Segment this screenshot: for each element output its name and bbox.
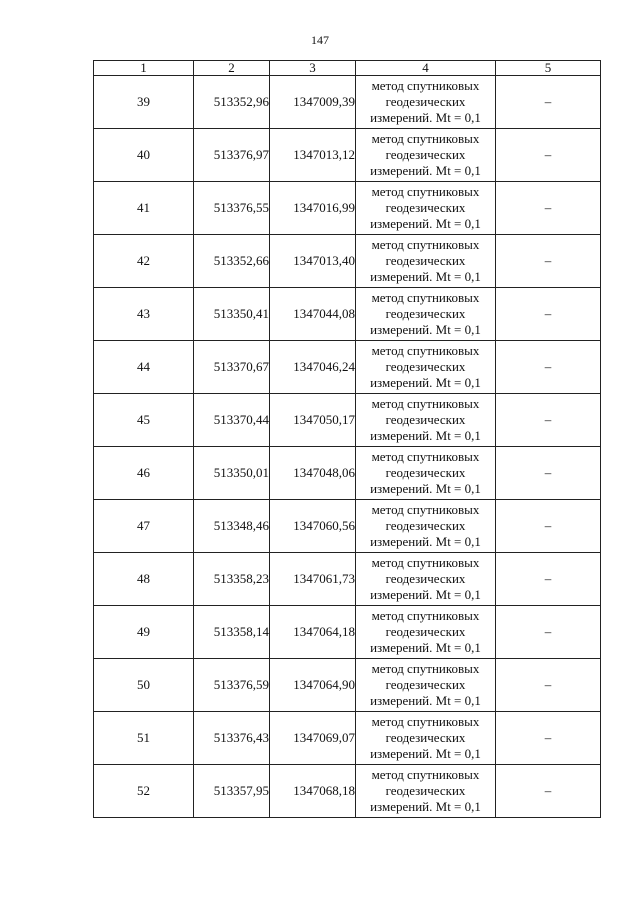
coordinates-table [93, 60, 601, 818]
method-cell [356, 500, 496, 553]
method-cell [356, 129, 496, 182]
column-header-3: 3 [270, 61, 356, 76]
x-coordinate-cell: 513350,01 [194, 447, 270, 500]
method-line: метод спутниковых [371, 449, 480, 464]
table-header-row [94, 61, 601, 76]
column-header-1: 1 [94, 61, 194, 76]
point-number-cell: 43 [94, 288, 194, 341]
table-row [94, 394, 601, 447]
method-line: измерений. Mt = 0,1 [370, 216, 481, 231]
table-row [94, 712, 601, 765]
table-row [94, 341, 601, 394]
method-line: измерений. Mt = 0,1 [370, 587, 481, 602]
method-line: геодезических [385, 465, 466, 480]
method-line: геодезических [385, 147, 466, 162]
y-coordinate-cell: 1347044,08 [270, 288, 356, 341]
method-cell [356, 288, 496, 341]
note-cell: – [496, 235, 601, 288]
y-coordinate-cell: 1347050,17 [270, 394, 356, 447]
method-line: измерений. Mt = 0,1 [370, 799, 481, 814]
point-number-cell: 39 [94, 76, 194, 129]
table-row [94, 129, 601, 182]
note-cell: – [496, 129, 601, 182]
y-coordinate-cell: 1347016,99 [270, 182, 356, 235]
note-cell: – [496, 182, 601, 235]
table-row [94, 182, 601, 235]
table-row [94, 288, 601, 341]
method-line: метод спутниковых [371, 767, 480, 782]
method-line: геодезических [385, 624, 466, 639]
method-cell [356, 235, 496, 288]
method-line: метод спутниковых [371, 131, 480, 146]
table-row [94, 553, 601, 606]
note-cell: – [496, 765, 601, 818]
note-cell: – [496, 553, 601, 606]
method-line: измерений. Mt = 0,1 [370, 534, 481, 549]
method-cell [356, 765, 496, 818]
y-coordinate-cell: 1347064,18 [270, 606, 356, 659]
method-line: геодезических [385, 306, 466, 321]
point-number-cell: 42 [94, 235, 194, 288]
method-line: измерений. Mt = 0,1 [370, 640, 481, 655]
table-row [94, 606, 601, 659]
point-number-cell: 40 [94, 129, 194, 182]
x-coordinate-cell: 513376,55 [194, 182, 270, 235]
x-coordinate-cell: 513357,95 [194, 765, 270, 818]
column-header-2: 2 [194, 61, 270, 76]
note-cell: – [496, 500, 601, 553]
method-line: геодезических [385, 412, 466, 427]
x-coordinate-cell: 513376,97 [194, 129, 270, 182]
method-line: геодезических [385, 677, 466, 692]
y-coordinate-cell: 1347009,39 [270, 76, 356, 129]
point-number-cell: 50 [94, 659, 194, 712]
method-line: геодезических [385, 518, 466, 533]
method-cell [356, 553, 496, 606]
method-cell [356, 606, 496, 659]
method-line: измерений. Mt = 0,1 [370, 375, 481, 390]
note-cell: – [496, 341, 601, 394]
y-coordinate-cell: 1347046,24 [270, 341, 356, 394]
method-line: измерений. Mt = 0,1 [370, 693, 481, 708]
x-coordinate-cell: 513370,44 [194, 394, 270, 447]
point-number-cell: 41 [94, 182, 194, 235]
method-cell [356, 76, 496, 129]
method-line: метод спутниковых [371, 555, 480, 570]
table-body [94, 76, 601, 818]
method-cell [356, 394, 496, 447]
note-cell: – [496, 76, 601, 129]
method-line: метод спутниковых [371, 661, 480, 676]
method-cell [356, 341, 496, 394]
y-coordinate-cell: 1347013,40 [270, 235, 356, 288]
x-coordinate-cell: 513376,59 [194, 659, 270, 712]
method-line: измерений. Mt = 0,1 [370, 110, 481, 125]
method-line: метод спутниковых [371, 290, 480, 305]
note-cell: – [496, 712, 601, 765]
y-coordinate-cell: 1347060,56 [270, 500, 356, 553]
table-row [94, 500, 601, 553]
method-cell [356, 182, 496, 235]
x-coordinate-cell: 513352,66 [194, 235, 270, 288]
method-line: измерений. Mt = 0,1 [370, 269, 481, 284]
y-coordinate-cell: 1347069,07 [270, 712, 356, 765]
point-number-cell: 47 [94, 500, 194, 553]
method-line: геодезических [385, 359, 466, 374]
x-coordinate-cell: 513352,96 [194, 76, 270, 129]
method-line: геодезических [385, 571, 466, 586]
method-line: геодезических [385, 783, 466, 798]
method-line: измерений. Mt = 0,1 [370, 322, 481, 337]
method-line: метод спутниковых [371, 78, 480, 93]
table-row [94, 765, 601, 818]
x-coordinate-cell: 513358,23 [194, 553, 270, 606]
x-coordinate-cell: 513376,43 [194, 712, 270, 765]
y-coordinate-cell: 1347061,73 [270, 553, 356, 606]
x-coordinate-cell: 513350,41 [194, 288, 270, 341]
point-number-cell: 49 [94, 606, 194, 659]
column-header-4: 4 [356, 61, 496, 76]
note-cell: – [496, 606, 601, 659]
y-coordinate-cell: 1347048,06 [270, 447, 356, 500]
point-number-cell: 48 [94, 553, 194, 606]
table-row [94, 76, 601, 129]
note-cell: – [496, 394, 601, 447]
point-number-cell: 52 [94, 765, 194, 818]
method-line: геодезических [385, 730, 466, 745]
x-coordinate-cell: 513348,46 [194, 500, 270, 553]
method-line: метод спутниковых [371, 343, 480, 358]
point-number-cell: 44 [94, 341, 194, 394]
column-header-5: 5 [496, 61, 601, 76]
y-coordinate-cell: 1347013,12 [270, 129, 356, 182]
x-coordinate-cell: 513370,67 [194, 341, 270, 394]
page-number: 147 [311, 33, 329, 47]
method-line: измерений. Mt = 0,1 [370, 428, 481, 443]
method-line: измерений. Mt = 0,1 [370, 163, 481, 178]
method-line: метод спутниковых [371, 502, 480, 517]
method-line: геодезических [385, 200, 466, 215]
table-row [94, 659, 601, 712]
method-line: метод спутниковых [371, 608, 480, 623]
x-coordinate-cell: 513358,14 [194, 606, 270, 659]
point-number-cell: 51 [94, 712, 194, 765]
point-number-cell: 45 [94, 394, 194, 447]
method-cell [356, 712, 496, 765]
method-line: геодезических [385, 94, 466, 109]
method-line: измерений. Mt = 0,1 [370, 481, 481, 496]
method-line: метод спутниковых [371, 396, 480, 411]
point-number-cell: 46 [94, 447, 194, 500]
method-line: геодезических [385, 253, 466, 268]
note-cell: – [496, 659, 601, 712]
note-cell: – [496, 447, 601, 500]
table-row [94, 235, 601, 288]
note-cell: – [496, 288, 601, 341]
method-line: метод спутниковых [371, 184, 480, 199]
y-coordinate-cell: 1347064,90 [270, 659, 356, 712]
table-row [94, 447, 601, 500]
method-cell [356, 447, 496, 500]
method-line: измерений. Mt = 0,1 [370, 746, 481, 761]
method-cell [356, 659, 496, 712]
method-line: метод спутниковых [371, 714, 480, 729]
method-line: метод спутниковых [371, 237, 480, 252]
y-coordinate-cell: 1347068,18 [270, 765, 356, 818]
